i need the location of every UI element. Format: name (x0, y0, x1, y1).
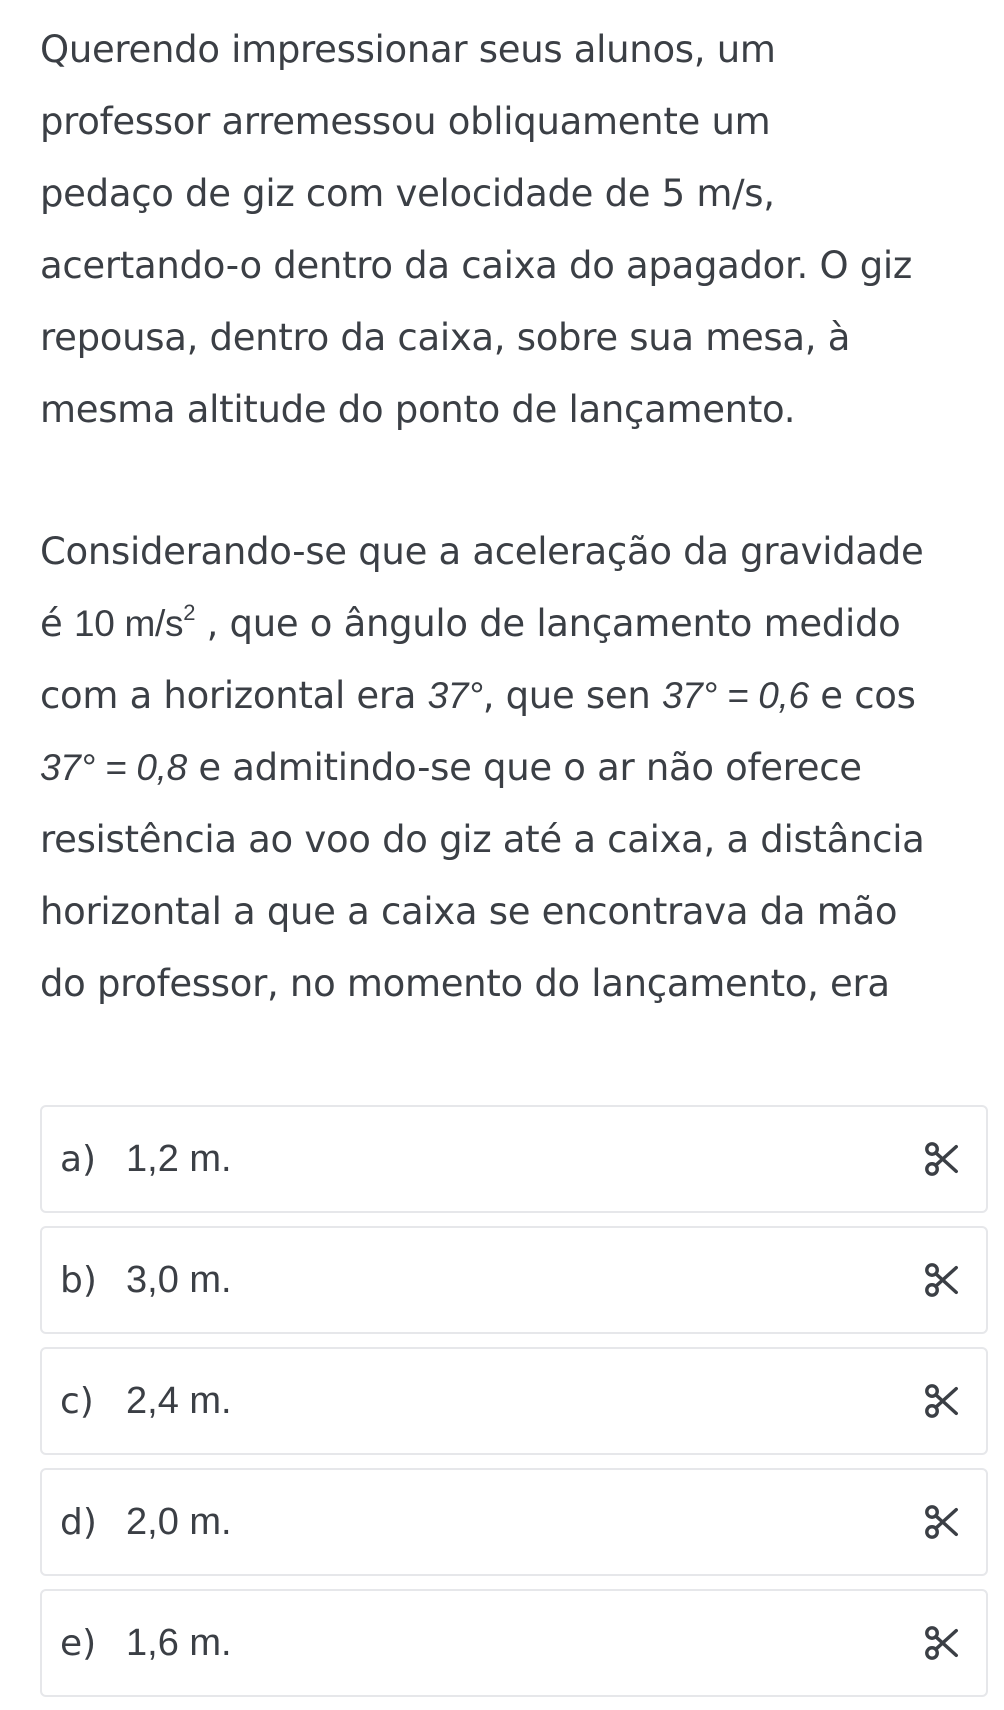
option-text: 2,4 m. (126, 1379, 232, 1422)
answer-option-e[interactable] (40, 1589, 988, 1697)
text-fragment: é (40, 602, 74, 645)
option-letter: c) (60, 1380, 94, 1422)
answer-option-b[interactable] (40, 1226, 988, 1334)
question-text-line: horizontal a que a caixa se encontrava da mão (40, 890, 898, 933)
scissors-icon[interactable] (922, 1139, 962, 1179)
option-letter: e) (60, 1622, 97, 1664)
question-text-line: do professor, no momento do lançamento, era (40, 962, 890, 1005)
question-text-line: Considerando-se que a aceleração da gravidade (40, 530, 924, 573)
question-text-line: resistência ao voo do giz até a caixa, a distância (40, 818, 925, 861)
text-fragment: e admitindo-se que o ar não oferece (186, 746, 862, 789)
question-text-line: professor arremessou obliquamente um (40, 100, 771, 143)
text-fragment: com a horizontal era (40, 674, 428, 717)
question-statement (40, 14, 1000, 1020)
answer-option-a[interactable] (40, 1105, 988, 1213)
scissors-icon[interactable] (922, 1623, 962, 1663)
option-letter: a) (60, 1138, 97, 1180)
question-paragraph-1 (40, 14, 1000, 446)
option-text: 2,0 m. (126, 1500, 232, 1543)
question-paragraph-2 (40, 516, 1000, 1020)
math-angle: 37° (427, 675, 483, 716)
option-letter: d) (60, 1501, 97, 1543)
scissors-icon[interactable] (922, 1260, 962, 1300)
math-cosine-value: 37° = 0,8 (40, 747, 187, 788)
scissors-icon[interactable] (922, 1381, 962, 1421)
math-exponent: 2 (183, 600, 196, 625)
question-text-line: repousa, dentro da caixa, sobre sua mesa, à (40, 316, 851, 359)
option-text: 1,2 m. (126, 1137, 232, 1180)
answer-option-d[interactable] (40, 1468, 988, 1576)
question-text-line: pedaço de giz com velocidade de 5 m/s, (40, 172, 775, 215)
scissors-icon[interactable] (922, 1502, 962, 1542)
option-text: 1,6 m. (126, 1621, 232, 1664)
option-letter: b) (60, 1259, 97, 1301)
option-text: 3,0 m. (126, 1258, 232, 1301)
answer-options-list (40, 1105, 988, 1710)
question-text-line: acertando-o dentro da caixa do apagador. O giz (40, 244, 913, 287)
question-text-line: mesma altitude do ponto de lançamento. (40, 388, 796, 431)
question-text-line (40, 732, 1000, 804)
text-fragment: , que sen (482, 674, 662, 717)
question-text-line (40, 588, 1000, 660)
text-fragment: , que o ângulo de lançamento medido (195, 602, 901, 645)
text-fragment: e cos (808, 674, 916, 717)
math-gravity-value: 10 m/s (73, 603, 184, 644)
math-sine-value: 37° = 0,6 (661, 675, 809, 716)
question-text-line: Querendo impressionar seus alunos, um (40, 28, 776, 71)
question-text-line (40, 660, 1000, 732)
answer-option-c[interactable] (40, 1347, 988, 1455)
